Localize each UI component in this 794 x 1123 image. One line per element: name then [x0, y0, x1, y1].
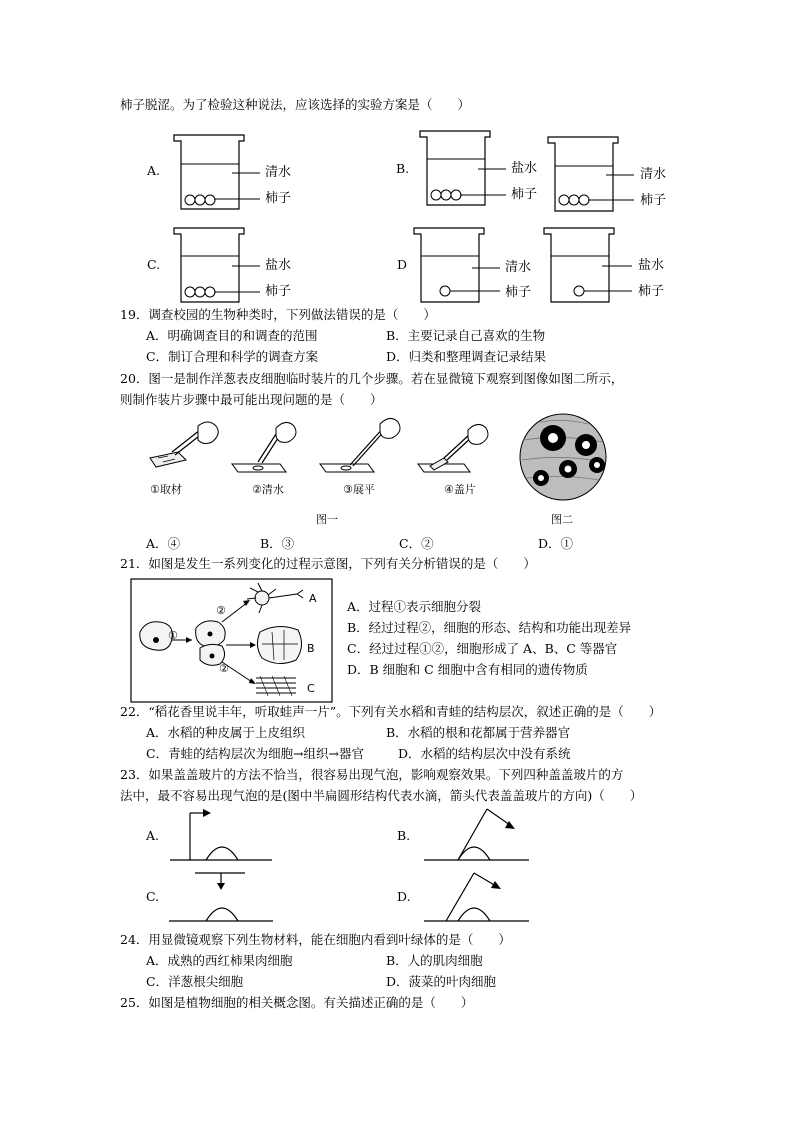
q18-c-salt-label: 盐水: [265, 258, 292, 273]
q18-d1-persimmon-label: 柿子: [505, 285, 532, 300]
q24-stem: 24．用显微镜观察下列生物材料，能在细胞内看到叶绿体的是（ ）: [120, 932, 511, 947]
q18-option-c-label[interactable]: C.: [147, 257, 161, 272]
q22-option-d[interactable]: D．水稻的结构层次中没有系统: [398, 746, 571, 761]
q19-option-a[interactable]: A．明确调查目的和调查的范围: [146, 328, 318, 343]
q20-option-d[interactable]: D．①: [538, 536, 574, 551]
q19-option-c[interactable]: C．制订合理和科学的调查方案: [146, 349, 319, 364]
q20-figure-2-caption: 图二: [551, 513, 573, 526]
q18-option-b-label[interactable]: B.: [396, 161, 410, 176]
q23-option-b-label[interactable]: B.: [397, 828, 411, 843]
q24-option-d[interactable]: D．菠菜的叶肉细胞: [386, 974, 497, 989]
q24-option-c[interactable]: C．洋葱根尖细胞: [146, 974, 244, 989]
q18-b1-salt-label: 盐水: [511, 161, 538, 176]
q21-process-2-mark-a: ②: [216, 604, 226, 617]
q21-cell-a-label: A: [309, 592, 317, 605]
q20-stem-line2: 则制作装片步骤中最可能出现问题的是（ ）: [120, 392, 383, 407]
q19-option-d[interactable]: D．归类和整理调查记录结果: [386, 349, 547, 364]
q21-process-2-mark-c: ②: [219, 662, 229, 675]
q21-option-b[interactable]: B．经过过程②，细胞的形态、结构和功能出现差异: [347, 620, 632, 635]
q22-stem: 22．“稻花香里说丰年，听取蛙声一片”。下列有关水稻和青蛙的结构层次，叙述正确的是（ ）: [120, 704, 662, 719]
q20-option-b[interactable]: B．③: [260, 536, 295, 551]
q23-option-c-label[interactable]: C.: [146, 889, 160, 904]
q21-cell-c-label: C: [307, 682, 315, 695]
q18-d2-persimmon-label: 柿子: [638, 284, 665, 299]
q21-option-c[interactable]: C．经过过程①②，细胞形成了 A、B、C 等器官: [347, 641, 618, 656]
q24-option-b[interactable]: B．人的肌肉细胞: [386, 953, 483, 968]
q21-process-1-mark: ①: [168, 629, 178, 642]
q23-option-d-label[interactable]: D.: [397, 889, 411, 904]
q22-option-a[interactable]: A．水稻的种皮属于上皮组织: [146, 725, 306, 740]
q18-stem-tail: 柿子脱涩。为了检验这种说法，应该选择的实验方案是（ ）: [120, 97, 471, 112]
q21-option-d[interactable]: D．B 细胞和 C 细胞中含有相同的遗传物质: [347, 662, 588, 677]
q18-b1-persimmon-label: 柿子: [511, 187, 538, 202]
q18-d1-water-label: 清水: [505, 260, 532, 275]
q22-option-b[interactable]: B．水稻的根和花都属于营养器官: [386, 725, 571, 740]
q20-step-2-label: ②清水: [252, 483, 284, 496]
q18-option-a-label[interactable]: A.: [147, 163, 161, 178]
q20-step-1-label: ①取材: [150, 483, 182, 496]
q19-option-b[interactable]: B．主要记录自己喜欢的生物: [386, 328, 546, 343]
q24-option-a[interactable]: A．成熟的西红柿果肉细胞: [146, 953, 293, 968]
q25-stem: 25．如图是植物细胞的相关概念图。有关描述正确的是（ ）: [120, 995, 474, 1010]
q18-b2-water-label: 清水: [640, 167, 667, 182]
q20-option-a[interactable]: A．④: [146, 536, 181, 551]
q22-option-c[interactable]: C．青蛙的结构层次为细胞→组织→器官: [146, 746, 365, 761]
q18-b2-persimmon-label: 柿子: [640, 193, 667, 208]
q23-stem-line1: 23．如果盖盖玻片的方法不恰当，很容易出现气泡，影响观察效果。下列四种盖盖玻片的方: [120, 767, 624, 782]
q20-option-c[interactable]: C．②: [399, 536, 434, 551]
q19-stem: 19．调查校园的生物种类时，下列做法错误的是（ ）: [120, 307, 436, 322]
q20-step-3-label: ③展平: [343, 483, 375, 496]
q20-figure-1-caption: 图一: [316, 513, 338, 526]
q18-a-persimmon-label: 柿子: [265, 191, 292, 206]
q21-stem: 21．如图是发生一系列变化的过程示意图，下列有关分析错误的是（ ）: [120, 556, 536, 571]
q21-option-a[interactable]: A．过程①表示细胞分裂: [347, 599, 482, 614]
q23-stem-line2: 法中，最不容易出现气泡的是(图中半扁圆形结构代表水滴，箭头代表盖盖玻片的方向)（ ）: [120, 788, 643, 803]
q18-c-persimmon-label: 柿子: [265, 284, 292, 299]
q18-a-water-label: 清水: [265, 165, 292, 180]
q20-step-4-label: ④盖片: [444, 483, 476, 496]
q23-option-a-label[interactable]: A.: [146, 828, 160, 843]
q18-option-d-label[interactable]: D: [397, 257, 408, 272]
q21-cell-b-label: B: [307, 642, 315, 655]
q20-stem-line1: 20．图一是制作洋葱表皮细胞临时装片的几个步骤。若在显微镜下观察到图像如图二所示，: [120, 371, 624, 386]
q18-d2-salt-label: 盐水: [638, 258, 665, 273]
